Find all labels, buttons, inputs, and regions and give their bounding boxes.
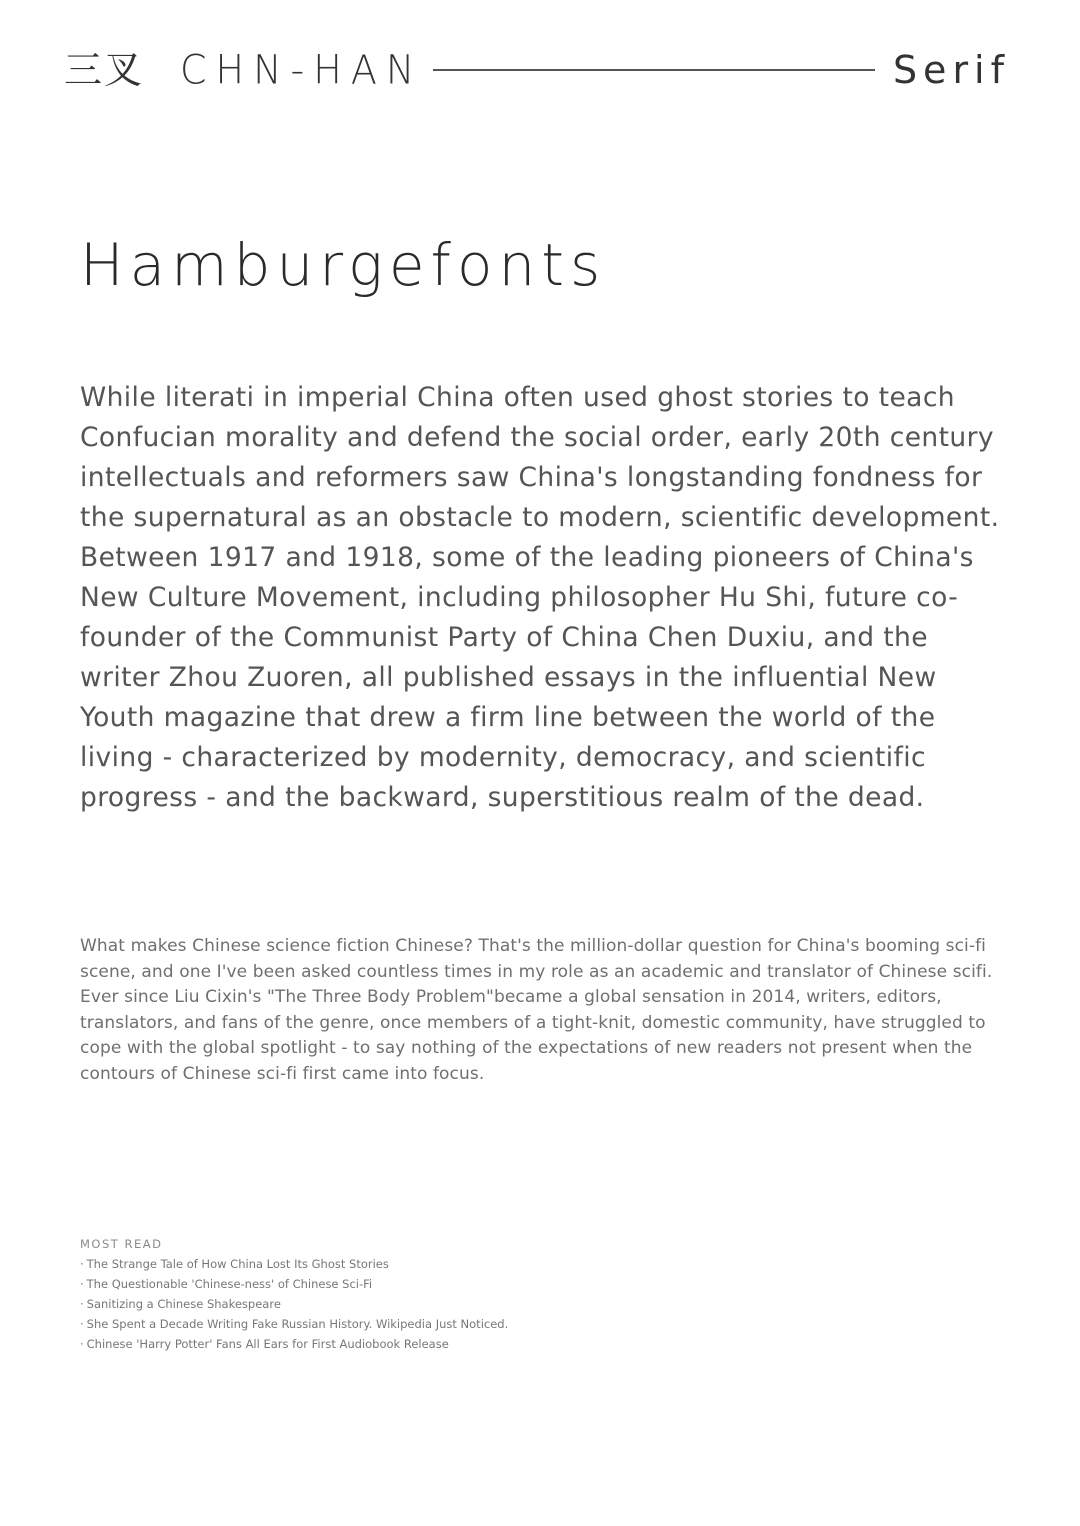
specimen-paragraph-large: While literati in imperial China often used ghost stories to teach Confucian morality and defend the social order, early 20th century intellectuals and reformers saw China's longstanding fondness for the supernatural as an obstacle to modern, scientific development. Between 1917 and 1918, some of the leading pioneers of China's New Culture Movement, including philosopher Hu Shi, future co-founder of the Communist Party of China Chen Duxiu, and the writer Zhou Zuoren, all published essays in the influential New Youth magazine that drew a firm line between the world of the living - characterized by modernity, democracy, and scientific progress - and the backward, superstitious realm of the dead. <box>80 382 1000 813</box>
most-read-list <box>80 1254 780 1354</box>
specimen-paragraph-small: What makes Chinese science fiction Chinese? That's the million-dollar question for China's booming sci-fi scene, and one I've been asked countless times in my role as an academic and translator of Chinese scifi. Ever since Liu Cixin's "The Three Body Problem"became a global sensation in 2014, writers, editors, translators, and fans of the genre, once members of a tight-knit, domestic community, have struggled to cope with the global spotlight - to say nothing of the expectations of new readers not present when the contours of Chinese sci-fi first came into focus. <box>80 936 993 1084</box>
most-read-item-label: The Strange Tale of How China Lost Its Ghost Stories <box>86 1257 389 1271</box>
bullet: · <box>80 1317 84 1331</box>
style-label: Serif <box>892 48 1010 92</box>
most-read-item[interactable] <box>80 1294 780 1314</box>
brand-name: CHN-HAN <box>180 46 424 94</box>
most-read-heading: MOST READ <box>80 1237 163 1251</box>
bullet: · <box>80 1257 84 1271</box>
bullet: · <box>80 1277 84 1291</box>
most-read-item[interactable] <box>80 1334 780 1354</box>
brand-chinese: 三叉 <box>64 48 145 92</box>
header-divider <box>433 69 875 71</box>
most-read-item-label: Sanitizing a Chinese Shakespeare <box>86 1297 281 1311</box>
most-read-item[interactable] <box>80 1254 780 1274</box>
bullet: · <box>80 1297 84 1311</box>
specimen-title: Hamburgefonts <box>80 231 607 299</box>
most-read-item-label: Chinese 'Harry Potter' Fans All Ears for First Audiobook Release <box>86 1337 449 1351</box>
most-read-item[interactable] <box>80 1274 780 1294</box>
most-read-section <box>80 1234 780 1354</box>
bullet: · <box>80 1337 84 1351</box>
most-read-item[interactable] <box>80 1314 780 1334</box>
header <box>64 48 1010 92</box>
most-read-item-label: She Spent a Decade Writing Fake Russian History. Wikipedia Just Noticed. <box>86 1317 509 1331</box>
most-read-item-label: The Questionable 'Chinese-ness' of Chinese Sci-Fi <box>86 1277 373 1291</box>
